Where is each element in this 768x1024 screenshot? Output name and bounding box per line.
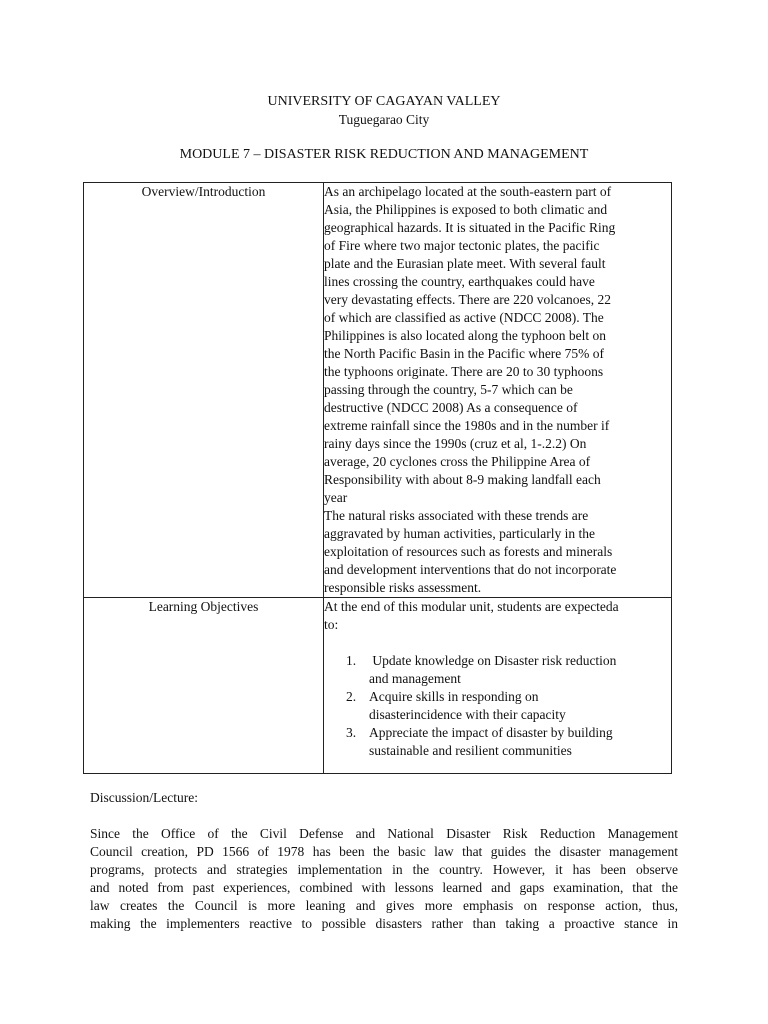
discussion-paragraph	[90, 825, 678, 933]
table-row-overview	[84, 183, 672, 598]
objectives-intro-line: to:	[324, 617, 339, 632]
overview-line: Asia, the Philippines is exposed to both climatic and	[324, 202, 608, 217]
paragraph-line: and noted from past experiences, combined with lessons learned and gaps examination, that the	[90, 880, 678, 895]
overview-line: As an archipelago located at the south-eastern part of	[324, 184, 612, 199]
overview-text	[324, 183, 672, 598]
overview-line: geographical hazards. It is situated in the Pacific Ring	[324, 220, 616, 235]
list-item-line: Appreciate the impact of disaster by building	[369, 725, 613, 740]
overview-line: of which are classified as active (NDCC 2008). The	[324, 310, 604, 325]
overview-line: Responsibility with about 8-9 making landfall each	[324, 472, 601, 487]
overview-line: destructive (NDCC 2008) As a consequence of	[324, 400, 578, 415]
overview-line: the typhoons originate. There are 20 to 30 typhoons	[324, 364, 604, 379]
objectives-text	[324, 598, 672, 774]
overview-line: plate and the Eurasian plate meet. With several fault	[324, 256, 606, 271]
overview-line: extreme rainfall since the 1980s and in the number if	[324, 418, 610, 433]
city-name: Tuguegarao City	[338, 112, 430, 127]
paragraph-line: making the implementers reactive to possible disasters rather than taking a proactive stance in	[90, 916, 678, 931]
list-item	[324, 652, 671, 688]
objectives-intro-line: At the end of this modular unit, students are expecteda	[324, 599, 619, 614]
objectives-list	[324, 652, 671, 760]
overview-line: very devastating effects. There are 220 volcanoes, 22	[324, 292, 612, 307]
overview-line: of Fire where two major tectonic plates, the pacific	[324, 238, 600, 253]
overview-line: the North Pacific Basin in the Pacific where 75% of	[324, 346, 605, 361]
list-item	[324, 724, 671, 760]
list-item-line: Acquire skills in responding on	[369, 689, 539, 704]
overview-line: and development interventions that do not incorporate	[324, 562, 617, 577]
objectives-label: Learning Objectives	[84, 598, 324, 774]
overview-line: year	[324, 490, 348, 505]
overview-line: rainy days since the 1990s (cruz et al, 1-.2.2) On	[324, 436, 587, 451]
overview-line: passing through the country, 5-7 which can be	[324, 382, 573, 397]
overview-line: average, 20 cyclones cross the Philippine Area of	[324, 454, 591, 469]
overview-line: The natural risks associated with these trends are	[324, 508, 589, 523]
list-item	[324, 688, 671, 724]
paragraph-line: Council creation, PD 1566 of 1978 has been the basic law that guides the disaster management	[90, 844, 678, 859]
table-row-objectives	[84, 598, 672, 774]
university-name: UNIVERSITY OF CAGAYAN VALLEY	[267, 94, 501, 109]
overview-line: responsible risks assessment.	[324, 580, 482, 595]
overview-line: Philippines is also located along the typhoon belt on	[324, 328, 606, 343]
overview-line: exploitation of resources such as forests and minerals	[324, 544, 613, 559]
overview-label: Overview/Introduction	[84, 183, 324, 598]
overview-line: aggravated by human activities, particularly in the	[324, 526, 596, 541]
list-item-line: and management	[369, 671, 461, 686]
overview-line: lines crossing the country, earthquakes could have	[324, 274, 595, 289]
module-table	[83, 182, 672, 774]
list-item-line: Update knowledge on Disaster risk reduction	[369, 653, 617, 668]
paragraph-line: law creates the Council is more leaning and gives more emphasis on response action, thus,	[90, 898, 678, 913]
module-title: MODULE 7 – DISASTER RISK REDUCTION AND MANAGEMENT	[179, 147, 589, 162]
discussion-heading: Discussion/Lecture:	[90, 790, 198, 805]
list-item-line: disasterincidence with their capacity	[369, 707, 566, 722]
list-item-number: 3.	[346, 725, 357, 740]
paragraph-line: Since the Office of the Civil Defense and National Disaster Risk Reduction Management	[90, 826, 678, 841]
paragraph-line: programs, protects and strategies implementation in the country. However, it has been observe	[90, 862, 678, 877]
list-item-number: 1.	[346, 653, 357, 668]
list-item-line: sustainable and resilient communities	[369, 743, 572, 758]
list-item-number: 2.	[346, 689, 357, 704]
